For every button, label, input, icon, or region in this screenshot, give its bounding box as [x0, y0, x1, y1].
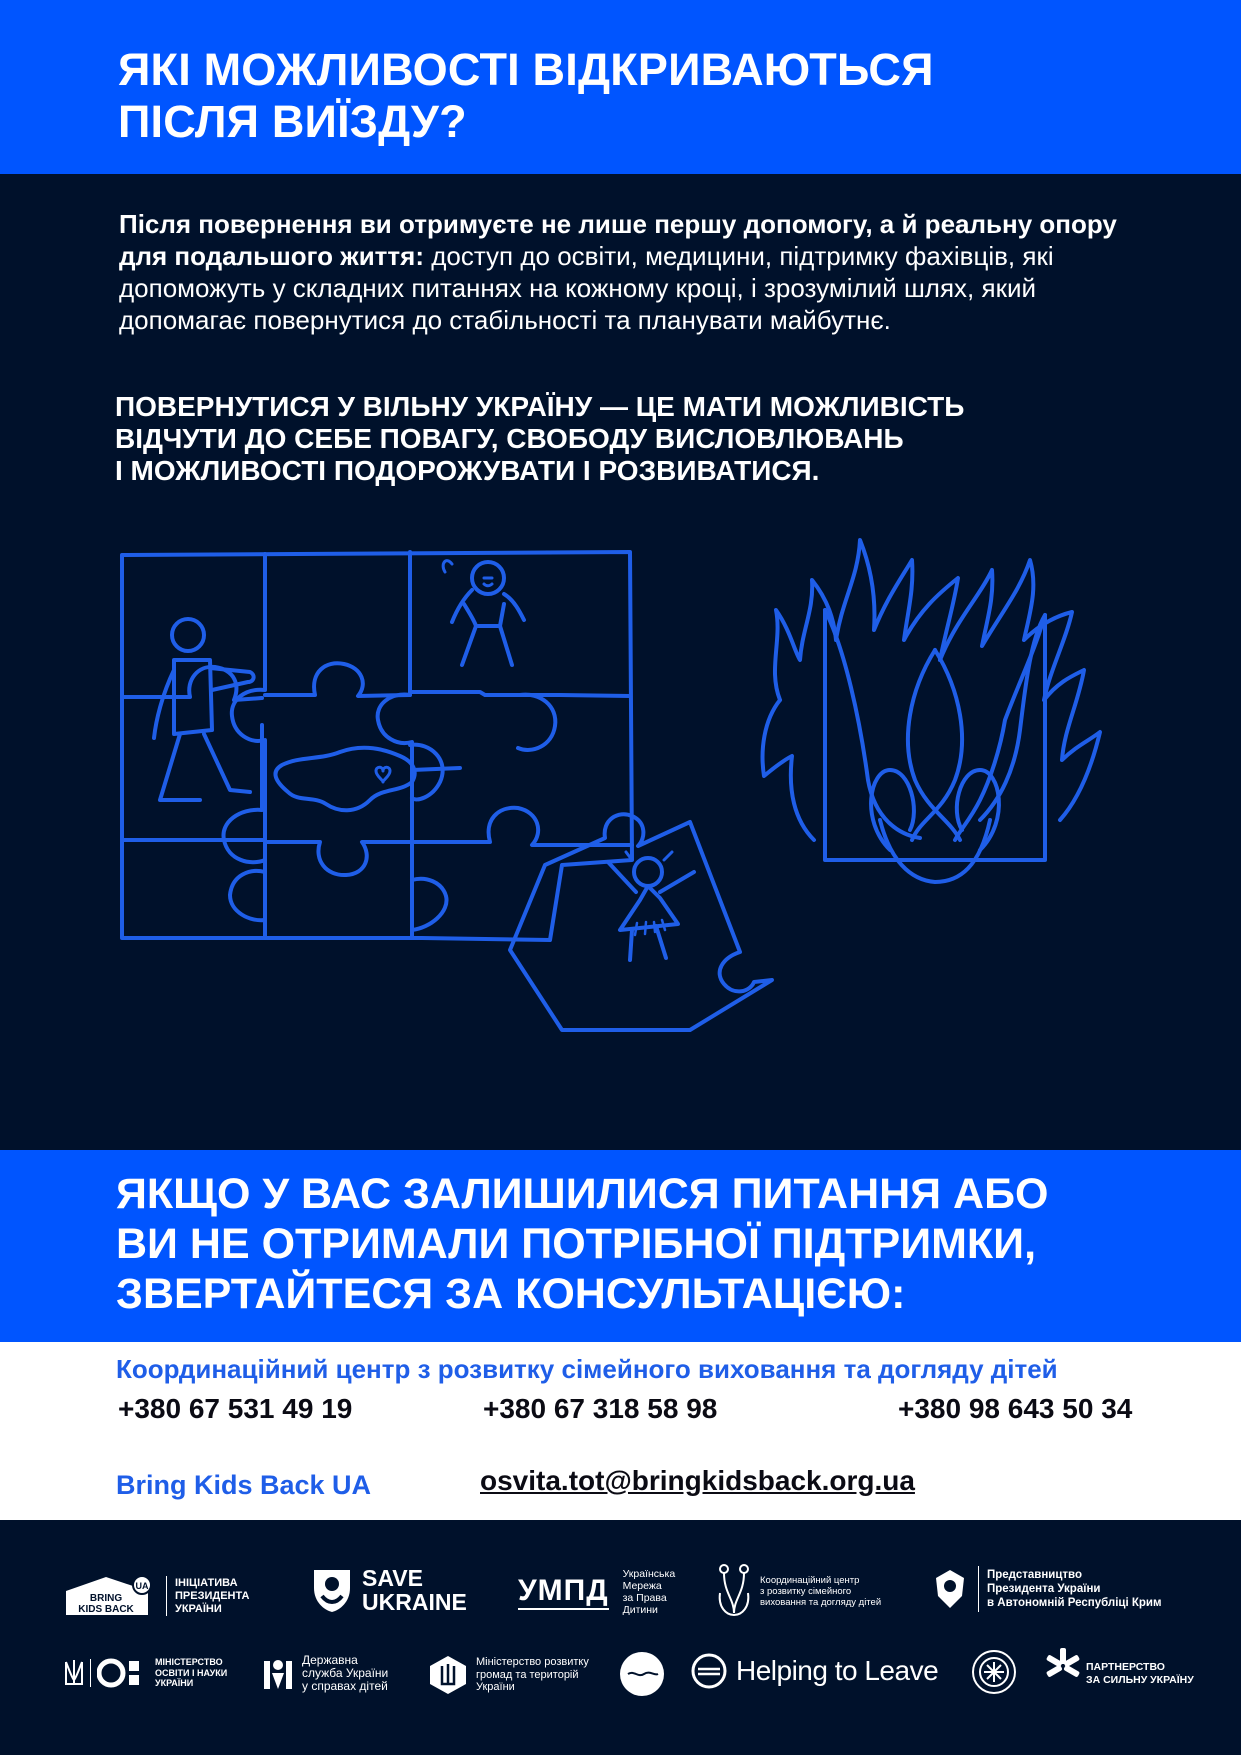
- partnership-text: [1086, 1661, 1194, 1687]
- phone-3[interactable]: +380 98 643 50 34: [898, 1393, 1133, 1424]
- cta-line-3: ЗВЕРТАЙТЕСЯ ЗА КОНСУЛЬТАЦІЄЮ:: [116, 1270, 906, 1318]
- title-line-1: ЯКІ МОЖЛИВОСТІ ВІДКРИВАЮТЬСЯ: [118, 44, 934, 95]
- puzzle-illustration: [122, 552, 772, 1030]
- coordination-center-icon: [714, 1563, 754, 1619]
- ump-text-3: за Права: [622, 1592, 667, 1604]
- mon-text-2: ОСВІТИ І НАУКИ: [155, 1667, 228, 1678]
- ump-text: [623, 1568, 676, 1616]
- children-service-text: [302, 1654, 388, 1693]
- children-service-text-1: Державна: [302, 1653, 358, 1667]
- bkb-text-1: ІНІЦІАТИВА: [175, 1576, 238, 1589]
- ump-text-1: Українська: [622, 1568, 676, 1580]
- mon-text: [155, 1657, 227, 1689]
- ump-text-4: Дитини: [622, 1604, 658, 1616]
- crimea-representation-logo: [930, 1566, 1162, 1612]
- phone-1[interactable]: +380 67 531 49 19: [118, 1393, 353, 1424]
- trident-icon: [64, 1658, 84, 1688]
- org-name: Координаційний центр з розвитку сімейного виховання та догляду дітей: [116, 1354, 1058, 1384]
- intro-bold: Після повернення ви отримуєте не лише першу допомогу, а й реальну опору для подальшого життя:: [119, 209, 1117, 271]
- save-ukraine-word-1: SAVE: [362, 1565, 423, 1591]
- round-seal-icon: [618, 1650, 666, 1698]
- children-service-text-3: у справах дітей: [302, 1679, 388, 1693]
- plast-emblem-icon: [970, 1648, 1018, 1696]
- partnership-text-1: ПАРТНЕРСТВО: [1086, 1661, 1165, 1673]
- coord-text-1: Координаційний центр: [760, 1574, 860, 1586]
- bkb-text-3: УКРАЇНИ: [175, 1602, 222, 1615]
- slogan: [115, 391, 1155, 487]
- illustration: [100, 520, 1180, 1110]
- save-ukraine-logo: [310, 1566, 467, 1614]
- coordination-center-text: [760, 1575, 881, 1608]
- separator: [978, 1566, 979, 1612]
- save-ukraine-text: [362, 1566, 467, 1614]
- mindev-logo: [428, 1654, 589, 1696]
- cta-line-2: ВИ НЕ ОТРИМАЛИ ПОТРІБНОЇ ПІДТРИМКИ,: [116, 1220, 1037, 1268]
- mon-logo: [64, 1657, 227, 1689]
- helping-to-leave-logo: [690, 1652, 938, 1690]
- children-service-logo: [262, 1654, 388, 1693]
- bring-kids-back-name: Bring Kids Back UA: [116, 1470, 372, 1500]
- mon-text-3: УКРАЇНИ: [155, 1678, 194, 1688]
- slogan-line-1: ПОВЕРНУТИСЯ У ВІЛЬНУ УКРАЇНУ — ЦЕ МАТИ МОЖЛИВІСТЬ: [115, 391, 965, 422]
- slogan-line-2: ВІДЧУТИ ДО СЕБЕ ПОВАГУ, СВОБОДУ ВИСЛОВЛЮВАНЬ: [115, 423, 904, 454]
- mindev-text-2: громад та територій: [476, 1668, 579, 1681]
- separator: [90, 1659, 91, 1687]
- partnership-logo: [1044, 1646, 1194, 1688]
- mindev-text-3: України: [476, 1681, 515, 1694]
- save-ukraine-word-2: UKRAINE: [362, 1589, 467, 1615]
- save-ukraine-icon: [310, 1566, 354, 1614]
- cta-heading: [116, 1169, 1196, 1319]
- partner-logos: [0, 1520, 1241, 1755]
- cta-line-1: ЯКЩО У ВАС ЗАЛИШИЛИСЯ ПИТАННЯ АБО: [116, 1170, 1049, 1218]
- crimea-text-2: Президента України: [987, 1583, 1101, 1595]
- bkb-mark-line2: KIDS BACK: [78, 1604, 134, 1615]
- slogan-line-3: І МОЖЛИВОСТІ ПОДОРОЖУВАТИ І РОЗВИВАТИСЯ.: [115, 455, 820, 486]
- mindev-text: [476, 1656, 589, 1694]
- coord-text-2: з розвитку сімейного: [760, 1585, 852, 1597]
- title-line-2: ПІСЛЯ ВИЇЗДУ?: [118, 96, 467, 147]
- coord-text-3: виховання та догляду дітей: [760, 1596, 882, 1608]
- phone-2[interactable]: +380 67 318 58 98: [483, 1393, 718, 1424]
- round-partner-logo: [618, 1650, 666, 1698]
- plast-logo: [970, 1648, 1018, 1696]
- ump-mark: УМПД: [518, 1574, 609, 1610]
- helping-to-leave-text: Helping to Leave: [736, 1655, 939, 1686]
- children-service-text-2: служба України: [302, 1666, 389, 1680]
- partnership-text-2: ЗА СИЛЬНУ УКРАЇНУ: [1086, 1674, 1194, 1686]
- ump-logo: [518, 1568, 675, 1616]
- bkb-mark-ua: UA: [135, 1581, 149, 1591]
- intro-regular: доступ до освіти, медицини, підтримку фахівців, які допоможуть у складних питаннях на кожному кроці, і зрозумілий шлях, який допомагає повернутися до стабільності та планувати майбутнє.: [119, 241, 1054, 335]
- coordination-center-logo: [714, 1563, 881, 1619]
- mindev-text-1: Міністерство розвитку: [476, 1656, 589, 1669]
- crimea-text-1: Представництво: [987, 1569, 1082, 1581]
- crimea-text: [987, 1568, 1162, 1610]
- crimea-emblem-icon: [930, 1566, 970, 1612]
- mon-mark-icon: [97, 1658, 149, 1688]
- trident-fire-illustration: [763, 540, 1100, 882]
- crimea-text-3: в Автономній Республіці Крим: [987, 1597, 1162, 1609]
- bkb-mark-line1: BRING: [89, 1593, 123, 1604]
- bkb-house-icon: [62, 1573, 158, 1619]
- partnership-star-icon: [1044, 1646, 1082, 1688]
- helping-to-leave-icon: [690, 1652, 728, 1690]
- separator: [166, 1576, 167, 1616]
- children-service-icon: [262, 1655, 294, 1693]
- ump-text-2: Мережа: [622, 1580, 662, 1592]
- bkb-text-2: ПРЕЗИДЕНТА: [175, 1589, 250, 1602]
- page-title: [118, 44, 1168, 148]
- bkb-logo-text: [175, 1577, 249, 1616]
- intro-paragraph: [119, 208, 1139, 336]
- email-link[interactable]: osvita.tot@bringkidsback.org.ua: [480, 1465, 915, 1496]
- mon-text-1: МІНІСТЕРСТВО: [155, 1657, 223, 1667]
- bring-kids-back-logo: [62, 1573, 249, 1619]
- mindev-emblem-icon: [428, 1654, 468, 1696]
